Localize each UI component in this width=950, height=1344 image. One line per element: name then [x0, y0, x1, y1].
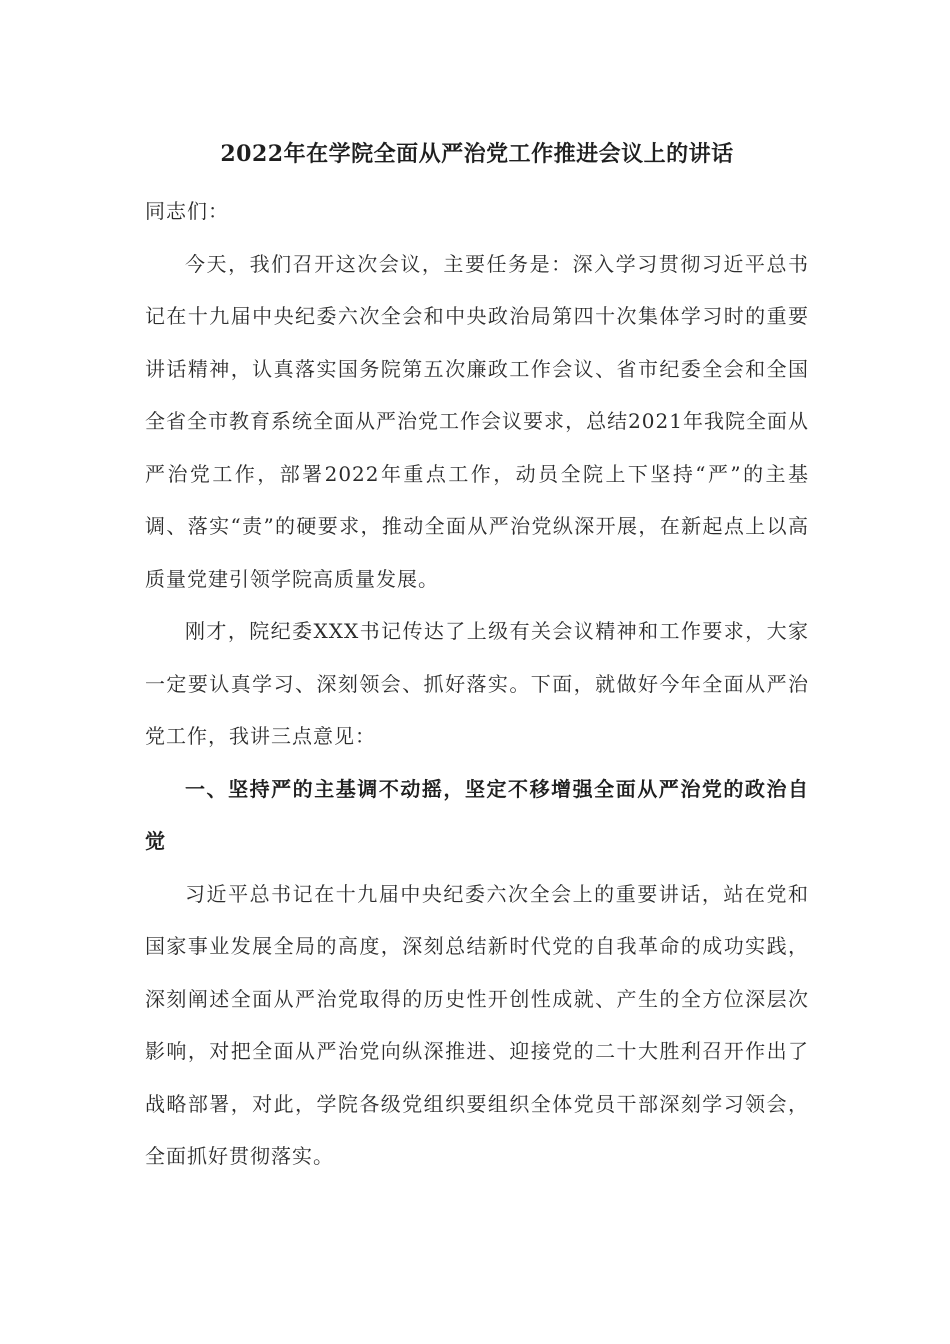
- document-title: 2022年在学院全面从严治党工作推进会议上的讲话: [220, 141, 734, 167]
- section-paragraph: 习近平总书记在十九届中央纪委六次全会上的重要讲话，站在党和国家事业发展全局的高度，深刻总结新时代党的自我革命的成功实践，深刻阐述全面从严治党取得的历史性开创性成就、产生的全方位深层次影响，对把全面从严治党向纵深推进、迎接党的二十大胜利召开作出了战略部署，对此，学院各级党组织要组织全体党员干部深刻学习领会，全面抓好贯彻落实。: [145, 881, 809, 1168]
- paragraph-intro: 今天，我们召开这次会议，主要任务是：深入学习贯彻习近平总书记在十九届中央纪委六次全会和中央政治局第四十次集体学习时的重要讲话精神，认真落实国务院第五次廉政工作会议、省市纪委全会和全国全省全市教育系统全面从严治党工作会议要求，总结2021年我院全面从严治党工作，部署2022年重点工作，动员全院上下坚持“严”的主基调、落实“责”的硬要求，推动全面从严治党纵深开展，在新起点上以高质量党建引领学院高质量发展。: [145, 251, 809, 591]
- salutation: 同志们：: [145, 199, 229, 223]
- paragraph-transition: 刚才，院纪委XXX书记传达了上级有关会议精神和工作要求，大家一定要认真学习、深刻领会、抓好落实。下面，就做好今年全面从严治党工作，我讲三点意见：: [145, 619, 809, 748]
- section-heading: 一、坚持严的主基调不动摇，坚定不移增强全面从严治党的政治自觉: [145, 776, 809, 853]
- document-body: [145, 185, 809, 1183]
